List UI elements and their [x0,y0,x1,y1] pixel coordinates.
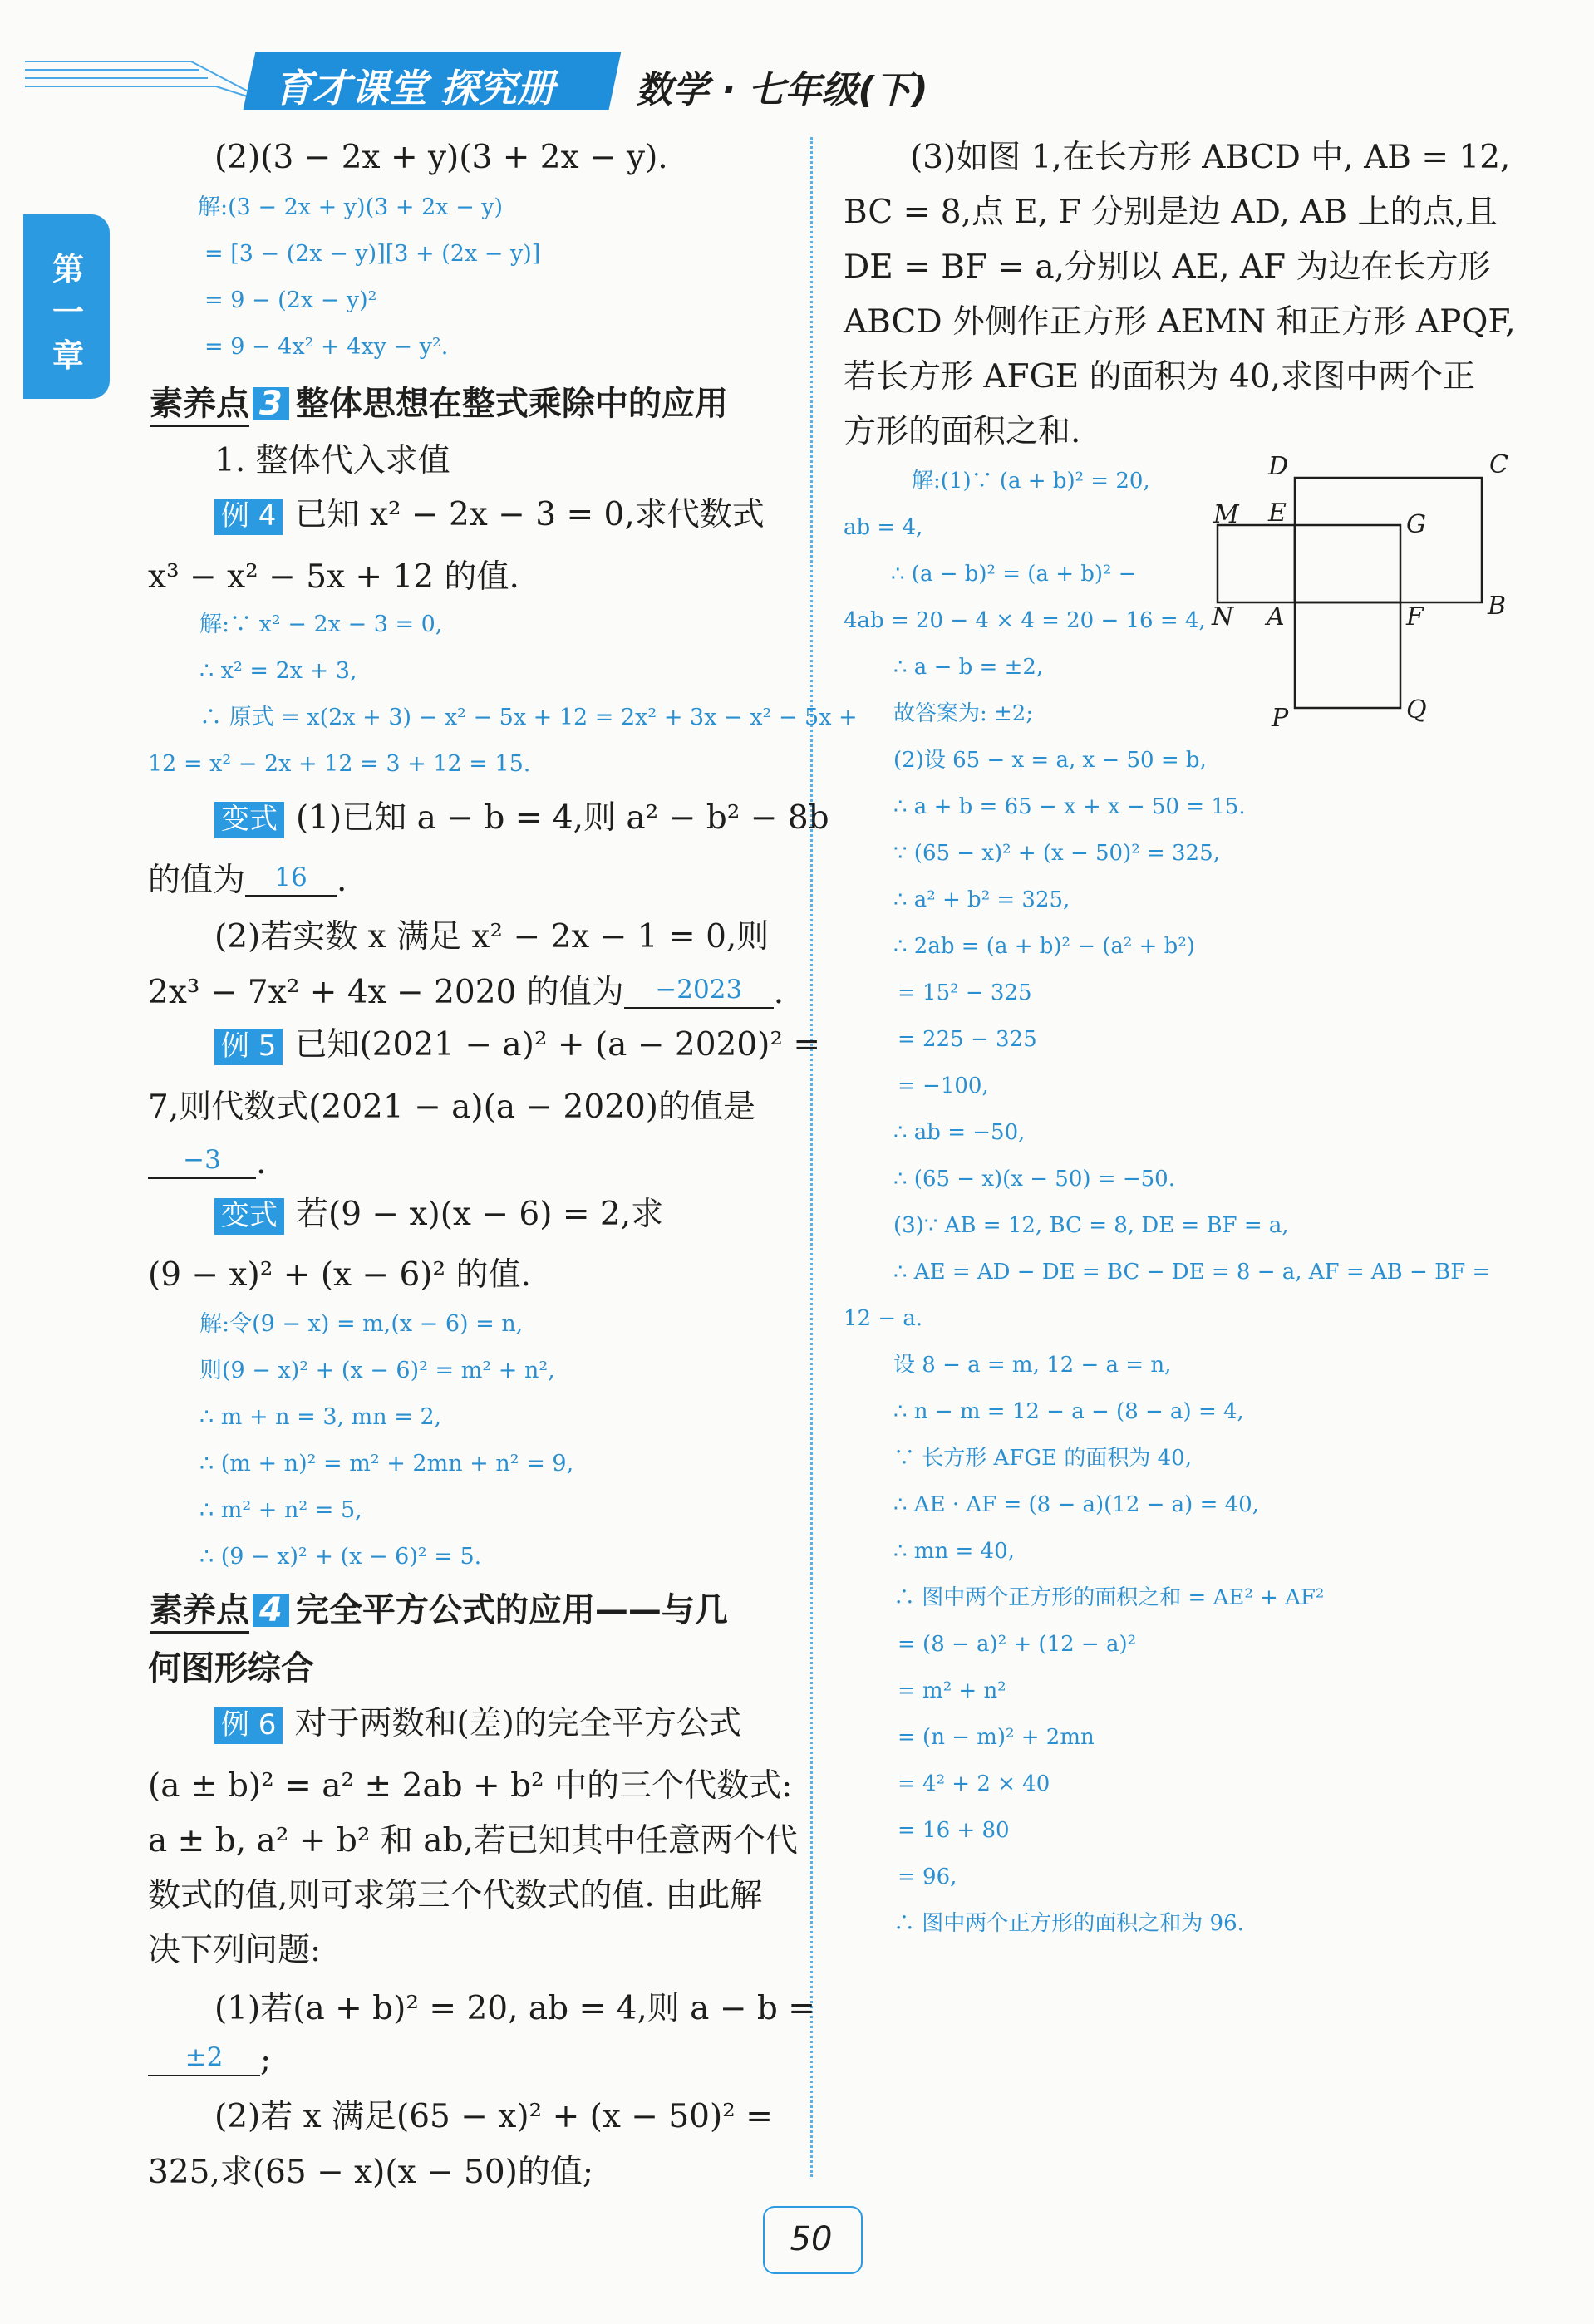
answer-blank: −3 [148,1147,256,1179]
chapter-tab-label: 第一章 [52,251,84,374]
figure-1 [1197,450,1508,735]
header-subject: 数学 · 七年级(下) [636,69,928,111]
example-4 [214,496,765,535]
solution-line: ∴ AE = AD − DE = BC − DE = 8 − a, AF = AB − BF = [893,1260,1491,1285]
header-decor [25,50,258,108]
q3-text: ABCD 外侧作正方形 AEMN 和正方形 APQF, [844,303,1516,341]
figure-label: F [1406,602,1424,631]
solution-line: ∴ (65 − x)(x − 50) = −50. [893,1167,1175,1191]
solution-line: = (n − m)² + 2mn [898,1725,1095,1750]
q3-text: DE = BF = a,分别以 AE, AF 为边在长方形 [844,248,1491,286]
solution-line: ∴ n − m = 12 − a − (8 − a) = 4, [893,1399,1244,1424]
solution-line: ∴ 图中两个正方形的面积之和为 96. [893,1911,1244,1936]
solution-line: ab = 4, [844,515,923,540]
solution-line: ∵ 长方形 AFGE 的面积为 40, [893,1446,1192,1471]
figure-label: G [1406,510,1426,539]
q3-text: BC = 8,点 E, F 分别是边 AD, AB 上的点,且 [844,194,1498,231]
variant-answer-line [148,976,784,1009]
q2-sol-line: 解:(3 − 2x + y)(3 + 2x − y) [198,194,504,220]
solution-line: ∴ a + b = 65 − x + x − 50 = 15. [893,794,1246,819]
example-answer-line [148,1144,267,1182]
q2-sol-line: = 9 − 4x² + 4xy − y². [204,334,449,360]
figure-label: M [1213,500,1239,529]
section-label: 素养点 [150,385,249,427]
solution-line: = 96, [898,1865,957,1889]
variant-text: (1)已知 a − b = 4,则 a² − b² − 8b [296,799,829,837]
example-text: (2)若 x 满足(65 − x)² + (x − 50)² = [214,2098,773,2135]
solution-line: ∴ a − b = ±2, [893,655,1044,680]
solution-line: (3)∵ AB = 12, BC = 8, DE = BF = a, [893,1213,1289,1238]
variant-2 [214,1198,663,1235]
solution-line: ∴ 原式 = x(2x + 3) − x² − 5x + 12 = 2x² + 3x − x² − 5x + [199,705,858,730]
example-badge: 例 6 [214,1707,283,1744]
figure-label: B [1488,592,1507,621]
solution-line: = (8 − a)² + (12 − a)² [898,1632,1137,1657]
solution-line: ∴ (9 − x)² + (x − 6)² = 5. [199,1544,482,1570]
variant-badge: 变式 [214,802,284,838]
q2-sol-line: = 9 − (2x − y)² [204,287,377,313]
figure-label: P [1272,704,1289,733]
solution-line: = 16 + 80 [898,1818,1010,1843]
variant-text: (2)若实数 x 满足 x² − 2x − 1 = 0,则 [214,918,770,956]
solution-line: ∴ AE · AF = (8 − a)(12 − a) = 40, [893,1492,1259,1517]
q3-text: 若长方形 AFGE 的面积为 40,求图中两个正 [844,358,1476,396]
example-text: 对于两数和(差)的完全平方公式 [294,1705,741,1742]
section-title: 何图形综合 [148,1649,314,1688]
solution-line: = m² + n² [898,1678,1006,1703]
example-text: ; [260,2041,272,2079]
solution-line: 则(9 − x)² + (x − 6)² = m² + n², [199,1358,555,1383]
example-text: 325,求(65 − x)(x − 50)的值; [148,2154,594,2191]
section-3-heading [150,385,728,423]
solution-line: ∵ (65 − x)² + (x − 50)² = 325, [893,841,1220,866]
solution-line: ∴ m + n = 3, mn = 2, [199,1404,442,1430]
example-text: 已知(2021 − a)² + (a − 2020)² = [294,1026,821,1064]
header-book-title: 育才课堂 探究册 [274,66,556,111]
example-text: 数式的值,则可求第三个代数式的值. 由此解 [148,1877,763,1914]
solution-line: ∴ ab = −50, [893,1120,1026,1145]
variant-text: 的值为 [148,862,246,899]
figure-label: D [1268,452,1289,481]
solution-line: = −100, [898,1074,989,1098]
solution-line: 12 = x² − 2x + 12 = 3 + 12 = 15. [148,751,531,777]
variant-text: 2x³ − 7x² + 4x − 2020 的值为 [148,974,624,1011]
solution-line: 12 − a. [844,1306,923,1331]
example-6 [214,1707,741,1744]
rect-abcd [1295,478,1482,602]
variant-text: 若(9 − x)(x − 6) = 2,求 [296,1196,664,1233]
solution-line: ∴ (a − b)² = (a + b)² − [891,562,1137,587]
q3-text: (3)如图 1,在长方形 ABCD 中, AB = 12, [910,139,1511,176]
variant-1 [214,799,829,838]
example-text: . [256,1144,267,1182]
solution-line: (2)设 65 − x = a, x − 50 = b, [893,748,1207,773]
solution-line: ∴ m² + n² = 5, [199,1497,362,1523]
solution-line: = 4² + 2 × 40 [898,1771,1050,1796]
solution-line: 解:(1)∵ (a + b)² = 20, [912,469,1150,494]
example-answer-line [148,2041,272,2079]
example-text: 已知 x² − 2x − 3 = 0,求代数式 [294,496,765,533]
solution-line: 4ab = 20 − 4 × 4 = 20 − 16 = 4, [844,608,1206,633]
answer-blank: ±2 [148,2045,260,2076]
square-aemn [1218,525,1295,602]
example-text: x³ − x² − 5x + 12 的值. [148,558,519,596]
section-number: 3 [253,387,289,420]
example-badge: 例 4 [214,499,283,535]
example-text: a ± b, a² + b² 和 ab,若已知其中任意两个代 [148,1822,798,1860]
rect-afge [1295,525,1400,602]
section-4-heading [150,1591,728,1629]
example-badge: 例 5 [214,1029,283,1065]
solution-line: ∴ 图中两个正方形的面积之和 = AE² + AF² [893,1585,1325,1610]
example-text: (1)若(a + b)² = 20, ab = 4,则 a − b = [214,1990,815,2027]
variant-badge: 变式 [214,1198,284,1235]
figure-label: Q [1406,695,1427,725]
figure-label: A [1267,602,1285,631]
answer-blank: −2023 [624,977,774,1009]
subheading: 1. 整体代入求值 [214,442,450,479]
q3-text: 方形的面积之和. [844,413,1081,450]
solution-line: ∴ mn = 40, [893,1539,1015,1564]
solution-line: 故答案为: ±2; [893,701,1034,726]
section-label: 素养点 [150,1591,249,1634]
figure-1-svg [1197,461,1507,735]
variant-answer-line [148,864,347,897]
solution-line: 解:∵ x² − 2x − 3 = 0, [199,612,443,637]
variant-text: . [337,862,347,899]
solution-line: ∴ 2ab = (a + b)² − (a² + b²) [893,934,1195,959]
answer-blank: 16 [245,865,337,897]
example-text: 7,则代数式(2021 − a)(a − 2020)的值是 [148,1088,756,1126]
figure-label: C [1489,450,1508,479]
column-divider [810,137,813,2177]
solution-line: = 225 − 325 [898,1027,1037,1052]
square-apqf [1295,602,1400,708]
variant-text: (9 − x)² + (x − 6)² 的值. [148,1256,531,1294]
solution-line: ∴ x² = 2x + 3, [199,658,357,684]
example-5 [214,1026,821,1065]
solution-line: 解:令(9 − x) = m,(x − 6) = n, [199,1311,524,1337]
example-text: (a ± b)² = a² ± 2ab + b² 中的三个代数式: [148,1767,793,1805]
q2-sol-line: = [3 − (2x − y)][3 + (2x − y)] [204,241,541,267]
solution-line: = 15² − 325 [898,980,1032,1005]
solution-line: 设 8 − a = m, 12 − a = n, [893,1353,1172,1378]
solution-line: ∴ (m + n)² = m² + 2mn + n² = 9, [199,1451,574,1476]
solution-line: ∴ a² + b² = 325, [893,887,1070,912]
section-title: 整体思想在整式乘除中的应用 [295,385,728,423]
section-title: 完全平方公式的应用——与几 [295,1591,728,1629]
figure-label: E [1268,499,1287,528]
example-text: 决下列问题: [148,1932,322,1969]
figure-label: N [1212,602,1234,631]
q2-title: (2)(3 − 2x + y)(3 + 2x − y). [214,139,668,176]
section-number: 4 [253,1594,289,1627]
page-number: 50 [790,2220,833,2258]
variant-text: . [773,974,785,1011]
